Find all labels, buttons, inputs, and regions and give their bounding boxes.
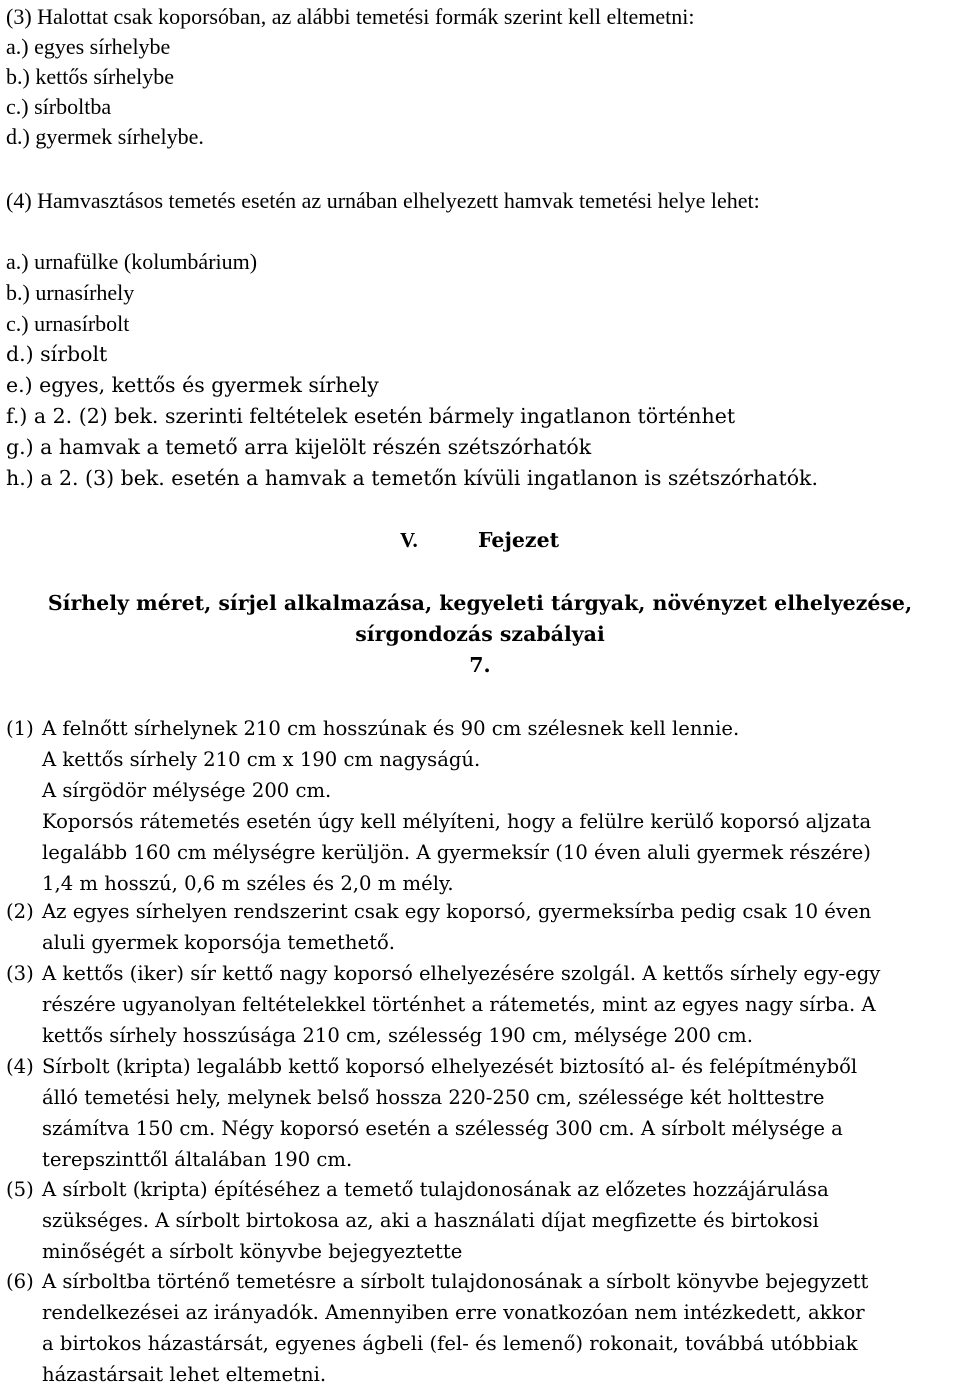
sec4-item-f: f.) a 2. (2) bek. szerinti feltételek esetén bármely ingatlanon történhet [6, 404, 736, 428]
paragraph-line: A kettős sírhely 210 cm x 190 cm nagyságú. [42, 748, 481, 771]
paragraph-line: A felnőtt sírhelynek 210 cm hosszúnak és 90 cm szélesnek kell lennie. [42, 717, 740, 740]
paragraph-line: legalább 160 cm mélységre kerüljön. A gyermeksír (10 éven aluli gyermek részére) [42, 841, 871, 864]
paragraph-number: (3) [6, 962, 34, 985]
chapter-number: V. [400, 528, 418, 552]
sec3-heading: (3) Halottat csak koporsóban, az alábbi temetési formák szerint kell eltemetni: [6, 4, 695, 29]
paragraph-number: (1) [6, 717, 34, 740]
paragraph-line: Az egyes sírhelyen rendszerint csak egy koporsó, gyermeksírba pedig csak 10 éven [42, 900, 872, 923]
paragraph-3 [6, 958, 956, 1051]
paragraph-number: (2) [6, 900, 34, 923]
paragraph-number: (5) [6, 1178, 34, 1201]
sec4-item-h: h.) a 2. (3) bek. esetén a hamvak a temetőn kívüli ingatlanon is szétszórhatók. [6, 466, 818, 490]
paragraph-line: rendelkezései az irányadók. Amennyiben erre vonatkozóan nem intézkedett, akkor [42, 1301, 865, 1324]
sec4-item-c: c.) urnasírbolt [6, 311, 130, 336]
paragraph-line: számítva 150 cm. Négy koporsó esetén a szélesség 300 cm. A sírbolt mélysége a [42, 1117, 843, 1140]
chapter-label: Fejezet [478, 528, 560, 552]
section-number [0, 650, 960, 681]
paragraph-line: aluli gyermek koporsója temethető. [42, 931, 396, 954]
paragraph-6 [6, 1266, 956, 1390]
sec3-item-a: a.) egyes sírhelybe [6, 34, 171, 59]
chapter-title-line1: Sírhely méret, sírjel alkalmazása, kegyeleti tárgyak, növényzet elhelyezése, [47, 591, 913, 615]
paragraph-2 [6, 896, 956, 958]
section-number-text: 7. [469, 653, 491, 677]
paragraph-line: A kettős (iker) sír kettő nagy koporsó elhelyezésére szolgál. A kettős sírhely egy-egy [42, 962, 881, 985]
paragraph-line: A sírboltba történő temetésre a sírbolt tulajdonosának a sírbolt könyvbe bejegyzett [42, 1270, 869, 1293]
paragraph-line: Koporsós rátemetés esetén úgy kell mélyíteni, hogy a felülre kerülő koporsó aljzata [42, 810, 872, 833]
sec3-item-d: d.) gyermek sírhelybe. [6, 124, 204, 149]
sec4-heading: (4) Hamvasztásos temetés esetén az urnában elhelyezett hamvak temetési helye lehet: [6, 188, 760, 213]
paragraph-number: (4) [6, 1055, 34, 1078]
paragraph-number: (6) [6, 1270, 34, 1293]
sec3-item-b: b.) kettős sírhelybe [6, 64, 175, 89]
paragraph-line: a birtokos házastársát, egyenes ágbeli (fel- és lemenő) rokonait, továbbá utóbbiak [42, 1332, 858, 1355]
paragraph-line: A sírbolt (kripta) építéséhez a temető tulajdonosának az előzetes hozzájárulása [42, 1178, 829, 1201]
sec4-item-g: g.) a hamvak a temető arra kijelölt részén szétszórhatók [6, 435, 592, 459]
paragraph-line: A sírgödör mélysége 200 cm. [42, 779, 332, 802]
sec3-item-c: c.) sírboltba [6, 94, 112, 119]
paragraph-line: házastársait lehet eltemetni. [42, 1363, 327, 1386]
sec4-item-a: a.) urnafülke (kolumbárium) [6, 249, 258, 274]
paragraph-line: részére ugyanolyan feltételekkel történhet a rátemetés, mint az egyes nagy sírba. A [42, 993, 876, 1016]
sec4-item-d: d.) sírbolt [6, 342, 108, 366]
paragraph-line: szükséges. A sírbolt birtokosa az, aki a használati díjat megfizette és birtokosi [42, 1209, 819, 1232]
paragraph-1 [6, 713, 956, 899]
paragraph-line: minőségét a sírbolt könyvbe bejegyeztette [42, 1240, 463, 1263]
paragraph-line: 1,4 m hosszú, 0,6 m széles és 2,0 m mély. [42, 872, 454, 895]
paragraph-line: álló temetési hely, melynek belső hossza 220-250 cm, szélessége két holttestre [42, 1086, 825, 1109]
paragraph-line: Sírbolt (kripta) legalább kettő koporsó elhelyezését biztosító al- és felépítményből [42, 1055, 858, 1078]
paragraph-line: kettős sírhely hosszúsága 210 cm, szélesség 190 cm, mélysége 200 cm. [42, 1024, 753, 1047]
paragraph-4 [6, 1051, 956, 1175]
paragraph-5 [6, 1174, 956, 1267]
paragraph-line: terepszinttől általában 190 cm. [42, 1148, 353, 1171]
sec4-item-e: e.) egyes, kettős és gyermek sírhely [6, 373, 379, 397]
chapter-title-line2: sírgondozás szabályai [355, 622, 605, 646]
sec4-item-b: b.) urnasírhely [6, 280, 135, 305]
